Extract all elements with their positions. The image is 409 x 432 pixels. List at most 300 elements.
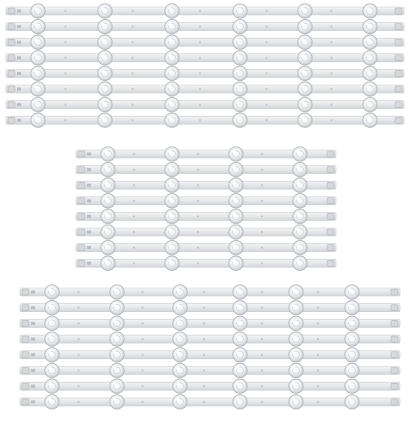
led-lens bbox=[165, 147, 179, 161]
strip-board bbox=[20, 319, 400, 327]
led-strip bbox=[6, 35, 404, 49]
led-lens bbox=[363, 19, 377, 33]
mount-hole bbox=[64, 10, 66, 12]
mount-hole bbox=[64, 88, 66, 90]
mount-hole bbox=[77, 322, 79, 324]
led-lens bbox=[31, 97, 45, 111]
led-lens bbox=[289, 316, 303, 330]
led-lens bbox=[45, 332, 59, 346]
mount-hole bbox=[77, 354, 79, 356]
bottom-group bbox=[20, 285, 400, 409]
connector-left bbox=[22, 368, 29, 374]
led-lens bbox=[293, 240, 307, 254]
mount-hole bbox=[64, 57, 66, 59]
mount-hole bbox=[265, 104, 267, 106]
mount-hole bbox=[203, 307, 205, 309]
mount-hole bbox=[64, 72, 66, 74]
mount-hole bbox=[261, 291, 263, 293]
led-lens bbox=[363, 66, 377, 80]
mount-hole bbox=[330, 119, 332, 121]
connector-right bbox=[391, 305, 398, 311]
led-lens bbox=[45, 285, 59, 299]
led-lens bbox=[31, 66, 45, 80]
led-lens bbox=[110, 285, 124, 299]
led-strip bbox=[20, 332, 400, 346]
led-strip bbox=[6, 19, 404, 33]
led-lens bbox=[289, 301, 303, 315]
smd-component bbox=[31, 369, 35, 372]
led-lens bbox=[31, 51, 45, 65]
led-lens bbox=[233, 363, 247, 377]
mount-hole bbox=[317, 385, 319, 387]
led-lens bbox=[298, 51, 312, 65]
led-lens bbox=[98, 113, 112, 127]
led-lens bbox=[293, 256, 307, 270]
connector-right bbox=[395, 55, 402, 61]
led-lens bbox=[293, 147, 307, 161]
mount-hole bbox=[133, 153, 135, 155]
led-lens bbox=[293, 178, 307, 192]
mount-hole bbox=[133, 247, 135, 249]
led-lens bbox=[229, 147, 243, 161]
led-strip bbox=[20, 379, 400, 393]
connector-left bbox=[22, 336, 29, 342]
mount-hole bbox=[64, 41, 66, 43]
smd-component bbox=[17, 119, 21, 122]
mount-hole bbox=[317, 354, 319, 356]
led-lens bbox=[31, 19, 45, 33]
led-lens bbox=[31, 4, 45, 18]
smd-component bbox=[87, 246, 91, 249]
led-lens bbox=[110, 379, 124, 393]
led-lens bbox=[101, 209, 115, 223]
mount-hole bbox=[141, 354, 143, 356]
led-lens bbox=[165, 51, 179, 65]
led-strip bbox=[6, 113, 404, 127]
mount-hole bbox=[203, 354, 205, 356]
led-lens bbox=[165, 97, 179, 111]
led-lens bbox=[101, 194, 115, 208]
led-strip bbox=[6, 4, 404, 18]
connector-right bbox=[395, 102, 402, 108]
smd-component bbox=[17, 103, 21, 106]
smd-component bbox=[87, 168, 91, 171]
mount-hole bbox=[261, 307, 263, 309]
top-group bbox=[6, 4, 404, 128]
mount-hole bbox=[141, 369, 143, 371]
mount-hole bbox=[131, 104, 133, 106]
smd-component bbox=[17, 10, 21, 13]
led-lens bbox=[45, 316, 59, 330]
led-lens bbox=[101, 178, 115, 192]
led-strip bbox=[20, 285, 400, 299]
mount-hole bbox=[203, 369, 205, 371]
led-lens bbox=[31, 113, 45, 127]
strip-board bbox=[20, 382, 400, 390]
mount-hole bbox=[203, 401, 205, 403]
led-strip bbox=[6, 82, 404, 96]
connector-left bbox=[78, 182, 85, 188]
led-lens bbox=[289, 348, 303, 362]
connector-right bbox=[327, 167, 334, 173]
led-lens bbox=[363, 51, 377, 65]
led-lens bbox=[173, 395, 187, 409]
led-lens bbox=[233, 379, 247, 393]
smd-component bbox=[31, 291, 35, 294]
mount-hole bbox=[330, 72, 332, 74]
strip-board bbox=[20, 351, 400, 359]
smd-component bbox=[31, 306, 35, 309]
mount-hole bbox=[133, 262, 135, 264]
mount-hole bbox=[317, 338, 319, 340]
led-lens bbox=[173, 363, 187, 377]
mount-hole bbox=[261, 354, 263, 356]
connector-right bbox=[395, 86, 402, 92]
led-lens bbox=[363, 113, 377, 127]
mount-hole bbox=[317, 322, 319, 324]
led-lens bbox=[165, 209, 179, 223]
connector-right bbox=[391, 336, 398, 342]
mount-hole bbox=[131, 26, 133, 28]
mount-hole bbox=[133, 200, 135, 202]
mount-hole bbox=[77, 401, 79, 403]
mount-hole bbox=[133, 215, 135, 217]
led-lens bbox=[31, 82, 45, 96]
led-lens bbox=[31, 35, 45, 49]
mount-hole bbox=[131, 41, 133, 43]
led-lens bbox=[165, 4, 179, 18]
mount-hole bbox=[265, 119, 267, 121]
led-lens bbox=[110, 363, 124, 377]
led-lens bbox=[45, 301, 59, 315]
mount-hole bbox=[141, 307, 143, 309]
led-lens bbox=[298, 82, 312, 96]
connector-left bbox=[78, 260, 85, 266]
smd-component bbox=[87, 184, 91, 187]
led-lens bbox=[45, 395, 59, 409]
connector-right bbox=[395, 70, 402, 76]
led-lens bbox=[233, 19, 247, 33]
led-lens bbox=[233, 82, 247, 96]
led-lens bbox=[298, 66, 312, 80]
led-lens bbox=[101, 225, 115, 239]
led-lens bbox=[110, 332, 124, 346]
led-lens bbox=[165, 240, 179, 254]
led-lens bbox=[363, 35, 377, 49]
mount-hole bbox=[199, 72, 201, 74]
led-lens bbox=[298, 113, 312, 127]
led-lens bbox=[229, 178, 243, 192]
led-lens bbox=[98, 97, 112, 111]
connector-left bbox=[78, 167, 85, 173]
mount-hole bbox=[133, 231, 135, 233]
smd-component bbox=[31, 322, 35, 325]
led-lens bbox=[101, 162, 115, 176]
mount-hole bbox=[317, 401, 319, 403]
led-strip bbox=[76, 209, 336, 223]
led-lens bbox=[229, 256, 243, 270]
led-lens bbox=[233, 332, 247, 346]
connector-right bbox=[391, 383, 398, 389]
connector-right bbox=[391, 289, 398, 295]
strip-board bbox=[20, 304, 400, 312]
smd-component bbox=[17, 56, 21, 59]
mount-hole bbox=[141, 338, 143, 340]
led-strip bbox=[20, 316, 400, 330]
mount-hole bbox=[199, 26, 201, 28]
led-lens bbox=[289, 285, 303, 299]
connector-right bbox=[391, 320, 398, 326]
mount-hole bbox=[261, 247, 263, 249]
mount-hole bbox=[77, 385, 79, 387]
mount-hole bbox=[77, 369, 79, 371]
mount-hole bbox=[64, 104, 66, 106]
led-lens bbox=[110, 348, 124, 362]
led-lens bbox=[289, 363, 303, 377]
led-strip bbox=[20, 301, 400, 315]
led-lens bbox=[98, 35, 112, 49]
connector-right bbox=[327, 260, 334, 266]
led-lens bbox=[345, 285, 359, 299]
led-lens bbox=[293, 162, 307, 176]
led-lens bbox=[233, 316, 247, 330]
connector-right bbox=[327, 151, 334, 157]
connector-right bbox=[327, 213, 334, 219]
led-lens bbox=[165, 194, 179, 208]
connector-left bbox=[22, 305, 29, 311]
led-lens bbox=[345, 301, 359, 315]
mount-hole bbox=[197, 215, 199, 217]
led-lens bbox=[233, 4, 247, 18]
led-lens bbox=[345, 332, 359, 346]
led-lens bbox=[289, 332, 303, 346]
mount-hole bbox=[131, 119, 133, 121]
connector-left bbox=[22, 352, 29, 358]
led-lens bbox=[229, 162, 243, 176]
connector-left bbox=[8, 117, 15, 123]
mount-hole bbox=[261, 169, 263, 171]
mount-hole bbox=[197, 200, 199, 202]
led-lens bbox=[165, 66, 179, 80]
mount-hole bbox=[197, 231, 199, 233]
mount-hole bbox=[261, 215, 263, 217]
led-lens bbox=[233, 285, 247, 299]
smd-component bbox=[31, 385, 35, 388]
smd-component bbox=[87, 153, 91, 156]
led-strip bbox=[76, 225, 336, 239]
led-lens bbox=[363, 4, 377, 18]
connector-left bbox=[8, 8, 15, 14]
connector-right bbox=[395, 24, 402, 30]
led-lens bbox=[110, 316, 124, 330]
led-strip bbox=[20, 348, 400, 362]
led-lens bbox=[345, 379, 359, 393]
led-strip bbox=[76, 256, 336, 270]
led-lens bbox=[345, 348, 359, 362]
led-lens bbox=[165, 178, 179, 192]
led-lens bbox=[233, 395, 247, 409]
led-lens bbox=[233, 51, 247, 65]
led-lens bbox=[229, 240, 243, 254]
led-lens bbox=[298, 35, 312, 49]
led-strip bbox=[6, 97, 404, 111]
mount-hole bbox=[330, 10, 332, 12]
mount-hole bbox=[261, 369, 263, 371]
mount-hole bbox=[64, 119, 66, 121]
smd-component bbox=[87, 215, 91, 218]
strip-board bbox=[20, 398, 400, 406]
led-lens bbox=[233, 35, 247, 49]
connector-left bbox=[8, 39, 15, 45]
led-lens bbox=[229, 209, 243, 223]
mount-hole bbox=[330, 41, 332, 43]
led-strip bbox=[76, 147, 336, 161]
led-lens bbox=[173, 332, 187, 346]
led-strip bbox=[76, 194, 336, 208]
led-lens bbox=[165, 19, 179, 33]
mount-hole bbox=[330, 88, 332, 90]
connector-right bbox=[327, 229, 334, 235]
connector-right bbox=[395, 8, 402, 14]
mount-hole bbox=[330, 104, 332, 106]
led-lens bbox=[98, 51, 112, 65]
led-strip bbox=[20, 395, 400, 409]
led-strip bbox=[6, 66, 404, 80]
mount-hole bbox=[197, 153, 199, 155]
led-lens bbox=[173, 348, 187, 362]
led-lens bbox=[345, 395, 359, 409]
smd-component bbox=[31, 400, 35, 403]
connector-left bbox=[8, 86, 15, 92]
led-lens bbox=[110, 395, 124, 409]
mount-hole bbox=[203, 322, 205, 324]
led-lens bbox=[173, 379, 187, 393]
mount-hole bbox=[199, 10, 201, 12]
led-lens bbox=[229, 225, 243, 239]
connector-left bbox=[78, 198, 85, 204]
led-lens bbox=[293, 209, 307, 223]
mount-hole bbox=[141, 401, 143, 403]
mount-hole bbox=[141, 385, 143, 387]
led-lens bbox=[298, 4, 312, 18]
led-lens bbox=[345, 363, 359, 377]
led-lens bbox=[233, 348, 247, 362]
led-strip bbox=[20, 363, 400, 377]
mount-hole bbox=[197, 169, 199, 171]
connector-right bbox=[395, 117, 402, 123]
connector-left bbox=[78, 229, 85, 235]
connector-right bbox=[391, 368, 398, 374]
led-lens bbox=[293, 194, 307, 208]
strip-board bbox=[20, 367, 400, 375]
mount-hole bbox=[199, 41, 201, 43]
connector-left bbox=[22, 289, 29, 295]
smd-component bbox=[87, 231, 91, 234]
led-lens bbox=[233, 66, 247, 80]
connector-right bbox=[327, 182, 334, 188]
connector-right bbox=[391, 352, 398, 358]
mount-hole bbox=[131, 57, 133, 59]
mount-hole bbox=[261, 184, 263, 186]
led-strip bbox=[76, 178, 336, 192]
led-strip bbox=[76, 162, 336, 176]
led-lens bbox=[289, 379, 303, 393]
mount-hole bbox=[261, 338, 263, 340]
led-lens bbox=[98, 19, 112, 33]
mount-hole bbox=[203, 291, 205, 293]
mount-hole bbox=[265, 88, 267, 90]
smd-component bbox=[17, 41, 21, 44]
mount-hole bbox=[133, 169, 135, 171]
led-lens bbox=[173, 301, 187, 315]
mount-hole bbox=[203, 385, 205, 387]
mount-hole bbox=[261, 322, 263, 324]
led-lens bbox=[45, 379, 59, 393]
strip-board bbox=[20, 335, 400, 343]
mount-hole bbox=[265, 26, 267, 28]
mount-hole bbox=[131, 10, 133, 12]
smd-component bbox=[17, 25, 21, 28]
connector-left bbox=[22, 399, 29, 405]
mount-hole bbox=[197, 184, 199, 186]
mount-hole bbox=[199, 57, 201, 59]
connector-right bbox=[395, 39, 402, 45]
mount-hole bbox=[197, 247, 199, 249]
mount-hole bbox=[203, 338, 205, 340]
led-lens bbox=[165, 35, 179, 49]
led-lens bbox=[45, 348, 59, 362]
connector-left bbox=[78, 213, 85, 219]
led-lens bbox=[363, 82, 377, 96]
mount-hole bbox=[133, 184, 135, 186]
mount-hole bbox=[199, 88, 201, 90]
led-lens bbox=[173, 316, 187, 330]
smd-component bbox=[17, 72, 21, 75]
led-lens bbox=[233, 301, 247, 315]
led-lens bbox=[233, 97, 247, 111]
connector-left bbox=[78, 245, 85, 251]
connector-left bbox=[8, 70, 15, 76]
led-lens bbox=[165, 113, 179, 127]
mount-hole bbox=[77, 338, 79, 340]
mount-hole bbox=[265, 41, 267, 43]
led-lens bbox=[165, 82, 179, 96]
connector-right bbox=[391, 399, 398, 405]
mount-hole bbox=[261, 231, 263, 233]
mount-hole bbox=[261, 153, 263, 155]
led-lens bbox=[165, 162, 179, 176]
led-lens bbox=[98, 4, 112, 18]
led-lens bbox=[101, 256, 115, 270]
mount-hole bbox=[265, 10, 267, 12]
smd-component bbox=[31, 353, 35, 356]
mount-hole bbox=[77, 291, 79, 293]
led-lens bbox=[293, 225, 307, 239]
smd-component bbox=[87, 199, 91, 202]
mount-hole bbox=[317, 291, 319, 293]
led-lens bbox=[173, 285, 187, 299]
mount-hole bbox=[265, 72, 267, 74]
mount-hole bbox=[261, 401, 263, 403]
led-lens bbox=[101, 240, 115, 254]
led-lens bbox=[233, 113, 247, 127]
strip-board bbox=[20, 288, 400, 296]
mount-hole bbox=[64, 26, 66, 28]
mount-hole bbox=[141, 291, 143, 293]
led-strip bbox=[6, 51, 404, 65]
mount-hole bbox=[77, 307, 79, 309]
led-lens bbox=[45, 363, 59, 377]
